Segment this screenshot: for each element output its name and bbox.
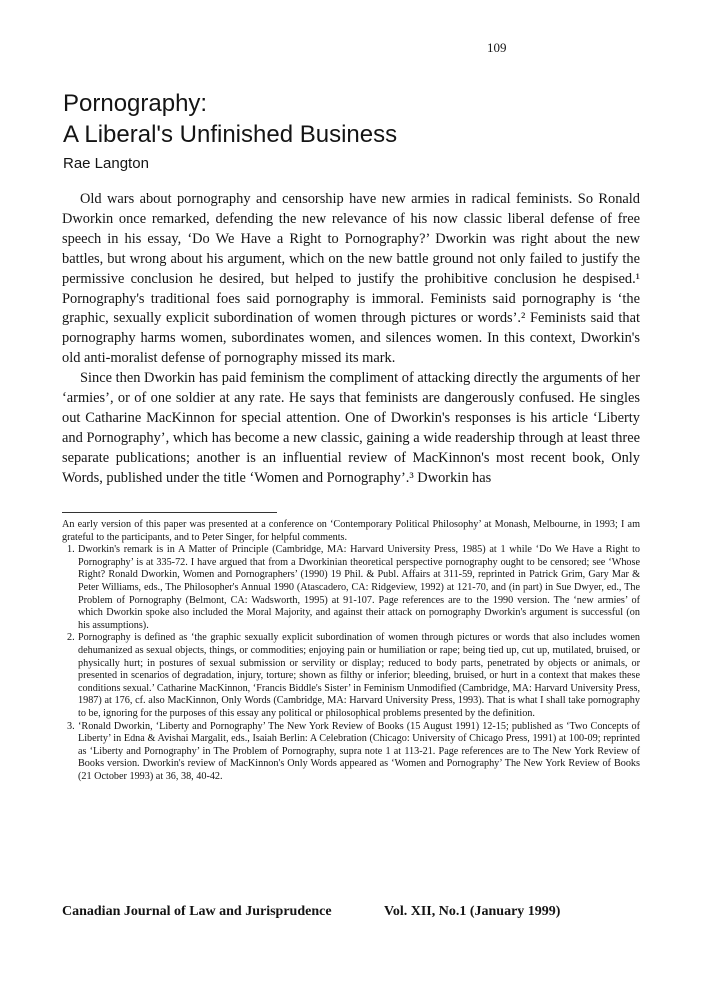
title-line-2: A Liberal's Unfinished Business	[63, 121, 398, 148]
footnote-item	[62, 632, 640, 720]
body-paragraph: Old wars about pornography and censorship have new armies in radical feminists. So Ronald Dworkin once remarked, defending the new relevance of his now classic liberal defense of free speech in his essay, ‘Do We Have a Right to Pornography?’ Dworkin was right about the new battles, but wrong about his argument, which on the new battle ground not only failed to justify the permissive conclusion he desired, but helped to justify the prohibitive conclusion he despised.¹ Pornography's traditional foes said pornography is immoral. Feminists said pornography is ‘the graphic, sexually explicit subordination of women through pictures or words’.² Feminists said that pornography harms women, subordinates women, and silences women. In this context, Dworkin's old anti-moralist defense of pornography missed its mark.	[62, 191, 640, 367]
journal-name: Canadian Journal of Law and Jurisprudence	[62, 904, 332, 919]
acknowledgement-note: An early version of this paper was presented at a conference on ‘Contemporary Political Philosophy’ at Monash, Melbourne, in 1993; I am grateful to the participants, and to Peter Singer, for helpful comments.	[62, 519, 640, 543]
footnote-number: 3.	[67, 720, 75, 732]
footnotes	[62, 519, 640, 783]
footnote-list	[62, 544, 640, 783]
body-paragraph: Since then Dworkin has paid feminism the compliment of attacking directly the arguments of her ‘armies’, or of one soldier at any rate. He says that feminists are dangerously confused. He singles out Catharine MacKinnon for special attention. One of Dworkin's responses is his article ‘Liberty and Pornography’, which has become a new classic, gaining a wide readership through at least three separate publications; another is an influential review of MacKinnon's most recent book, Only Words, published under the title ‘Women and Pornography’.³ Dworkin has	[62, 370, 640, 486]
article-body	[62, 190, 640, 489]
footnote-number: 2.	[67, 632, 75, 644]
footnote-text: Dworkin's remark is in A Matter of Principle (Cambridge, MA: Harvard University Press, 1985) at 1 while ‘Do We Have a Right to Pornography’ is at 335-72. I have argued that from a Dworkinian theoretical perspective pornography ought to be censored; see ‘Whose Right? Ronald Dworkin, Women and Pornographers’ (1990) 19 Phil. & Publ. Affairs at 311-59, reprinted in Patrick Grim, Gary Mar & Peter Williams, eds., The Philosopher's Annual 1990 (Atascadero, CA: Ridgeview, 1992) at 121-70, and (in part) in Sue Dwyer, ed., The Problem of Pornography (Belmont, CA: Wadsworth, 1995) at 91-107. Page references are to the 1990 version. The ‘new armies’ of which Dworkin spoke also included the Moral Majority, and against their attack on pornography Dworkin's argument is successful (on his assumptions).	[78, 544, 640, 631]
author-name: Rae Langton	[63, 155, 149, 172]
footnote-divider	[62, 512, 277, 513]
page-number: 109	[487, 40, 507, 55]
footnote-item	[62, 544, 640, 632]
footnote-number: 1.	[67, 544, 75, 556]
footnote-item	[62, 721, 640, 784]
title-line-1: Pornography:	[63, 90, 208, 117]
footnote-text: ‘Ronald Dworkin, ‘Liberty and Pornography’ The New York Review of Books (15 August 1991) 12-15; published as ‘Two Concepts of Liberty’ in Edna & Avishai Margalit, eds., Isaiah Berlin: A Celebration (Chicago: University of Chicago Press, 1991) at 100-09; reprinted as ‘Liberty and Pornography’ in The Problem of Pornography, supra note 1 at 113-21. Page references are to The New York Review of Books version. Dworkin's review of MacKinnon's Only Words appeared as ‘Women and Pornography’ The New York Review of Books (21 October 1993) at 36, 38, 40-42.	[78, 720, 640, 782]
footnote-text: Pornography is defined as ‘the graphic sexually explicit subordination of women through pictures or words that also includes women dehumanized as sexual objects, things, or commodities; enjoying pain or humiliation or rape; being tied up, cut up, mutilated, bruised, or physically hurt; in postures of sexual submission or servility or display; reduced to body parts, penetrated by objects or animals, or presented in scenarios of degradation, injury, torture; shown as filthy or inferior; bleeding, bruised, or hurt in a context that makes these conditions sexual.’ Catharine MacKinnon, ‘Francis Biddle's Sister’ in Feminism Unmodified (Cambridge, MA: Harvard University Press, 1987) at 176, cf. also MacKinnon, Only Words (Cambridge, MA: Harvard University Press, 1993). That is what I shall take pornography to be, ignoring for the purposes of this essay any political or philosophical problems presented by the definition.	[78, 632, 640, 719]
article-title	[63, 88, 397, 150]
journal-volume: Vol. XII, No.1 (January 1999)	[384, 904, 561, 919]
